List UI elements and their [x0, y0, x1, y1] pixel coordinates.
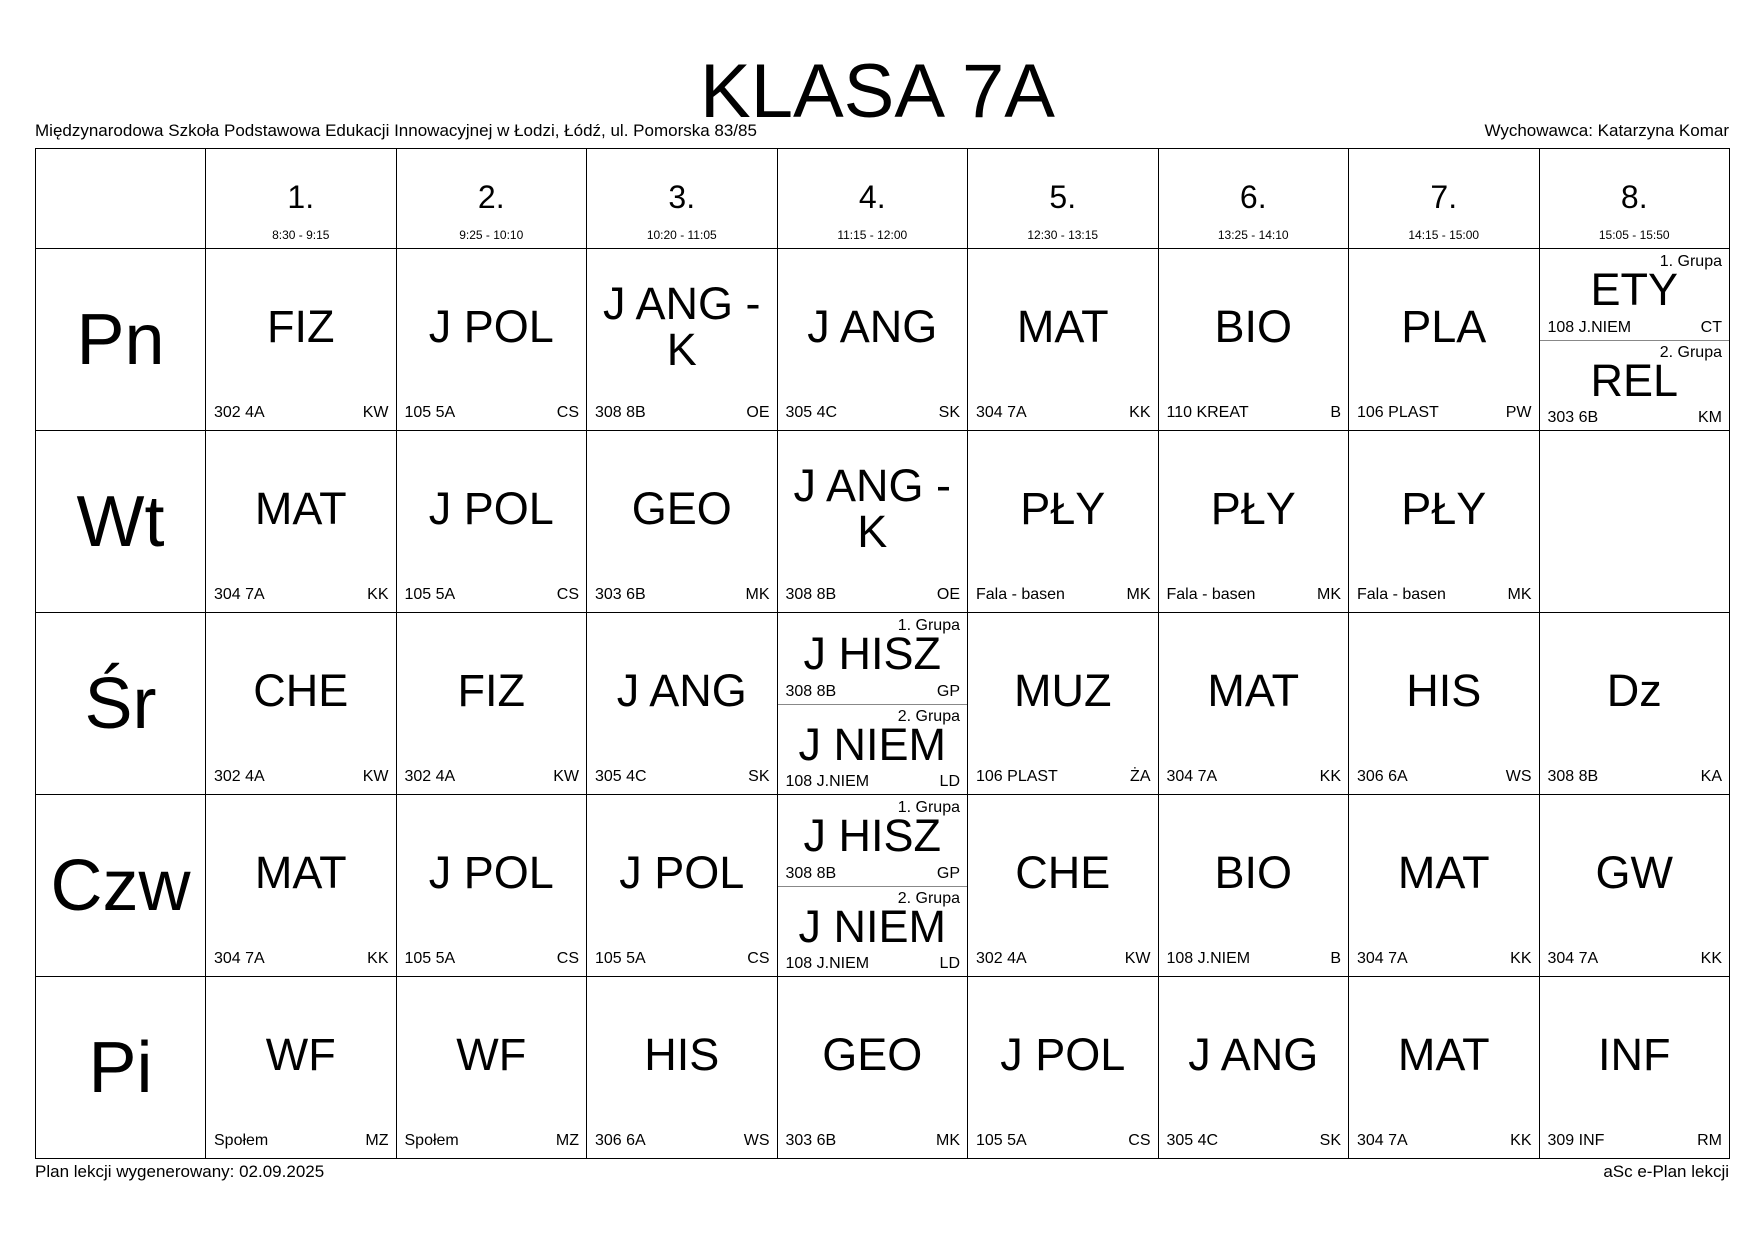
lesson-cell — [587, 977, 778, 1159]
day-cell — [36, 977, 206, 1159]
room-label: 304 7A — [1357, 950, 1408, 967]
room-label: 302 4A — [214, 768, 265, 785]
lesson-cell — [968, 249, 1159, 431]
teacher-initials: KK — [1319, 768, 1341, 785]
lesson-cell — [968, 431, 1159, 613]
group-label: 2. Grupa — [897, 889, 960, 907]
teacher-initials: KK — [1129, 404, 1151, 421]
teacher-initials: ŻA — [1130, 768, 1151, 785]
teacher-initials: KW — [1124, 950, 1151, 967]
room-label: 302 4A — [404, 768, 456, 785]
subject-name: J ANG — [616, 664, 747, 716]
teacher-initials: KK — [367, 950, 389, 967]
period-header — [396, 149, 587, 249]
day-row — [36, 795, 1730, 977]
room-label: 106 PLAST — [1357, 404, 1439, 421]
software-credit: aSc e-Plan lekcji — [1603, 1162, 1729, 1181]
day-cell — [36, 249, 206, 431]
group-label: 1. Grupa — [897, 617, 960, 634]
lesson-cell — [206, 977, 397, 1159]
teacher-initials: MZ — [555, 1132, 579, 1149]
teacher-initials: SK — [1319, 1132, 1341, 1149]
teacher-initials: OE — [936, 586, 960, 603]
subject-name: MUZ — [1014, 664, 1112, 716]
lesson-cell — [206, 795, 397, 977]
subject-name: MAT — [1207, 664, 1300, 716]
group-lesson — [778, 704, 968, 795]
subject-name: MAT — [1397, 846, 1490, 898]
lesson-cell — [1349, 795, 1540, 977]
day-label: Pn — [76, 299, 165, 380]
teacher-initials: KK — [1510, 950, 1532, 967]
lesson-cell — [1158, 795, 1349, 977]
teacher-initials: MK — [1317, 586, 1341, 603]
lesson-cell — [777, 431, 968, 613]
lesson-cell — [777, 249, 968, 431]
room-label: 304 7A — [1357, 1132, 1408, 1149]
teacher-initials: KK — [1510, 1132, 1532, 1149]
room-label: 304 7A — [976, 404, 1027, 421]
teacher-initials: GP — [936, 682, 960, 700]
room-label: 302 4A — [976, 950, 1027, 967]
period-number: 6. — [1239, 179, 1267, 215]
period-header — [1539, 149, 1730, 249]
subject-name: HIS — [644, 1028, 720, 1080]
period-number: 5. — [1049, 179, 1077, 215]
period-header — [968, 149, 1159, 249]
lesson-cell — [206, 431, 397, 613]
subject-name: PŁY — [1020, 482, 1106, 534]
room-label: 308 8B — [785, 682, 837, 700]
lesson-cell — [396, 613, 587, 795]
teacher-initials: WS — [743, 1132, 770, 1149]
day-label: Pi — [88, 1027, 153, 1108]
room-label: 303 6B — [1547, 409, 1599, 426]
teacher-initials: RM — [1697, 1132, 1722, 1149]
lesson-cell — [1539, 249, 1730, 431]
room-label: Społem — [404, 1132, 459, 1149]
period-time: 11:15 - 12:00 — [837, 228, 908, 242]
lesson-cell — [206, 249, 397, 431]
teacher-initials: CS — [1128, 1132, 1151, 1149]
subject-name: INF — [1598, 1028, 1671, 1080]
day-cell — [36, 431, 206, 613]
period-number: 3. — [668, 179, 696, 215]
lesson-cell — [968, 795, 1159, 977]
group-lesson — [778, 613, 968, 705]
lesson-cell — [587, 795, 778, 977]
lesson-cell — [777, 613, 968, 795]
period-time: 15:05 - 15:50 — [1598, 228, 1670, 242]
group-lesson — [1540, 249, 1730, 341]
generated-date: Plan lekcji wygenerowany: 02.09.2025 — [35, 1162, 325, 1181]
subject-name: J POL — [1000, 1028, 1126, 1080]
lesson-cell — [1158, 431, 1349, 613]
room-label: 110 KREAT — [1166, 404, 1249, 421]
teacher-initials: MK — [745, 586, 770, 603]
teacher-initials: KW — [362, 404, 389, 421]
room-label: 305 4C — [1166, 1132, 1219, 1149]
subject-name: J POL — [619, 846, 745, 898]
teacher-initials: MK — [1507, 586, 1532, 603]
subject-name: MAT — [1016, 300, 1109, 352]
teacher-initials: KW — [362, 768, 389, 785]
period-time: 8:30 - 9:15 — [272, 228, 330, 242]
day-row — [36, 613, 1730, 795]
teacher-initials: KK — [1700, 950, 1722, 967]
period-number: 7. — [1430, 179, 1458, 215]
teacher-initials: MZ — [365, 1132, 389, 1149]
lesson-cell — [1158, 249, 1349, 431]
period-time: 14:15 - 15:00 — [1408, 228, 1480, 242]
period-number: 1. — [287, 179, 315, 215]
subject-name: J ANG — [807, 300, 938, 352]
lesson-cell — [777, 795, 968, 977]
room-label: 306 6A — [1357, 768, 1408, 785]
room-label: 304 7A — [1166, 768, 1218, 785]
teacher-initials: KK — [367, 586, 389, 603]
group-label: 1. Grupa — [1659, 253, 1722, 270]
group-label: 2. Grupa — [897, 707, 960, 725]
room-label: Fala - basen — [976, 586, 1065, 603]
lesson-cell — [777, 977, 968, 1159]
timetable — [35, 148, 1730, 1159]
room-label: 108 J.NIEM — [785, 955, 870, 972]
period-time: 12:30 - 13:15 — [1027, 228, 1099, 242]
room-label: 108 J.NIEM — [1166, 950, 1251, 967]
day-label: Czw — [50, 845, 191, 926]
subject-name: J POL — [428, 846, 554, 898]
room-label: 305 4C — [785, 404, 838, 421]
subject-name: GW — [1595, 846, 1673, 898]
subject-name: MAT — [1397, 1028, 1490, 1080]
teacher-initials: B — [1330, 950, 1341, 967]
teacher-initials: SK — [938, 404, 960, 421]
room-label: 303 6B — [595, 586, 646, 603]
teacher-initials: PW — [1505, 404, 1532, 421]
room-label: 302 4A — [214, 404, 265, 421]
lesson-cell — [587, 613, 778, 795]
subject-name: J POL — [428, 482, 554, 534]
room-label: 108 J.NIEM — [785, 773, 870, 790]
teacher-initials: CS — [556, 950, 579, 967]
lesson-cell — [396, 249, 587, 431]
room-label: 308 8B — [785, 864, 837, 882]
lesson-cell — [587, 431, 778, 613]
subject-name: GEO — [631, 482, 732, 534]
day-cell — [36, 613, 206, 795]
corner-cell — [36, 149, 206, 249]
lesson-cell — [1539, 613, 1730, 795]
class-teacher: Wychowawca: Katarzyna Komar — [1484, 121, 1729, 140]
lesson-cell — [968, 613, 1159, 795]
teacher-initials: B — [1330, 404, 1341, 421]
room-label: 308 8B — [595, 404, 646, 421]
subject-name: HIS — [1406, 664, 1482, 716]
group-label: 2. Grupa — [1659, 343, 1722, 361]
room-label: 309 INF — [1547, 1132, 1605, 1149]
subject-name: J HISZ — [803, 810, 941, 861]
lesson-cell — [1158, 613, 1349, 795]
subject-name: FIZ — [267, 300, 335, 352]
teacher-initials: LD — [939, 955, 960, 972]
period-time: 10:20 - 11:05 — [646, 228, 717, 242]
lesson-cell — [1158, 977, 1349, 1159]
subject-name: BIO — [1214, 846, 1293, 898]
period-header — [206, 149, 397, 249]
room-label: 105 5A — [404, 586, 456, 603]
subject-name: J ANG — [1188, 1028, 1319, 1080]
lesson-cell — [587, 249, 778, 431]
subject-name: J HISZ — [803, 628, 941, 679]
day-cell — [36, 795, 206, 977]
lesson-cell — [396, 795, 587, 977]
period-header — [1158, 149, 1349, 249]
teacher-initials: WS — [1505, 768, 1532, 785]
period-time: 9:25 - 10:10 — [459, 228, 524, 242]
room-label: 308 8B — [785, 586, 837, 603]
empty-lesson-cell — [1539, 431, 1730, 613]
room-label: 304 7A — [214, 950, 265, 967]
teacher-initials: KA — [1700, 768, 1722, 785]
subject-name: J NIEM — [798, 718, 946, 770]
teacher-initials: LD — [939, 773, 960, 790]
period-header — [587, 149, 778, 249]
lesson-cell — [1349, 249, 1540, 431]
day-label: Śr — [84, 663, 157, 744]
teacher-initials: GP — [936, 864, 960, 882]
subject-name: ETY — [1590, 264, 1679, 315]
teacher-initials: SK — [748, 768, 770, 785]
room-label: Społem — [214, 1132, 269, 1149]
subject-name: FIZ — [457, 664, 525, 716]
day-label: Wt — [76, 481, 165, 562]
subject-name: Dz — [1606, 664, 1662, 716]
teacher-initials: CS — [747, 950, 770, 967]
subject-name: MAT — [254, 846, 347, 898]
group-lesson — [1540, 340, 1730, 431]
teacher-initials: KM — [1698, 409, 1722, 426]
room-label: 304 7A — [214, 586, 265, 603]
subject-name: PŁY — [1401, 482, 1487, 534]
lesson-cell — [396, 431, 587, 613]
day-row — [36, 249, 1730, 431]
period-number: 8. — [1620, 179, 1648, 215]
lesson-cell — [1349, 613, 1540, 795]
subject-name: WF — [456, 1028, 527, 1080]
subject-name: J POL — [428, 300, 554, 352]
day-row — [36, 431, 1730, 613]
subject-name: J NIEM — [798, 900, 946, 952]
lesson-cell — [396, 977, 587, 1159]
subject-name: PLA — [1401, 300, 1487, 352]
room-label: Fala - basen — [1166, 586, 1256, 603]
subject-name: CHE — [253, 664, 349, 716]
subject-name: J ANG - K — [793, 459, 952, 557]
lesson-cell — [1349, 977, 1540, 1159]
room-label: 105 5A — [595, 950, 646, 967]
subject-name: J ANG - K — [602, 277, 761, 375]
teacher-initials: CS — [556, 404, 579, 421]
lesson-cell — [1349, 431, 1540, 613]
teacher-initials: CS — [556, 586, 579, 603]
subject-name: GEO — [822, 1028, 923, 1080]
group-lesson — [778, 795, 968, 887]
lesson-cell — [1539, 795, 1730, 977]
subject-name: PŁY — [1210, 482, 1296, 534]
group-lesson — [778, 886, 968, 977]
page-title: KLASA 7A — [700, 49, 1055, 134]
period-number: 4. — [858, 179, 886, 215]
room-label: 105 5A — [404, 950, 456, 967]
period-number: 2. — [477, 179, 505, 215]
teacher-initials: MK — [936, 1132, 960, 1149]
teacher-initials: MK — [1126, 586, 1151, 603]
day-row — [36, 977, 1730, 1159]
room-label: 105 5A — [976, 1132, 1027, 1149]
teacher-initials: CT — [1700, 318, 1722, 336]
room-label: 106 PLAST — [976, 768, 1058, 785]
room-label: 304 7A — [1547, 950, 1599, 967]
lesson-cell — [1539, 977, 1730, 1159]
room-label: 303 6B — [785, 1132, 837, 1149]
period-time: 13:25 - 14:10 — [1217, 228, 1289, 242]
subject-name: BIO — [1214, 300, 1293, 352]
room-label: 306 6A — [595, 1132, 646, 1149]
teacher-initials: OE — [746, 404, 770, 421]
teacher-initials: KW — [553, 768, 579, 785]
period-header-row — [36, 149, 1730, 249]
lesson-cell — [968, 977, 1159, 1159]
school-name: Międzynarodowa Szkoła Podstawowa Edukacji Innowacyjnej w Łodzi, Łódź, ul. Pomorska 83/85 — [35, 121, 757, 140]
room-label: 305 4C — [595, 768, 647, 785]
period-header — [1349, 149, 1540, 249]
room-label: 108 J.NIEM — [1547, 318, 1632, 336]
subject-name: WF — [265, 1028, 336, 1080]
room-label: 105 5A — [404, 404, 456, 421]
subject-name: REL — [1590, 354, 1679, 406]
lesson-cell — [206, 613, 397, 795]
group-label: 1. Grupa — [897, 799, 960, 816]
room-label: Fala - basen — [1357, 586, 1446, 603]
subject-name: MAT — [254, 482, 347, 534]
period-header — [777, 149, 968, 249]
subject-name: CHE — [1015, 846, 1111, 898]
room-label: 308 8B — [1547, 768, 1599, 785]
